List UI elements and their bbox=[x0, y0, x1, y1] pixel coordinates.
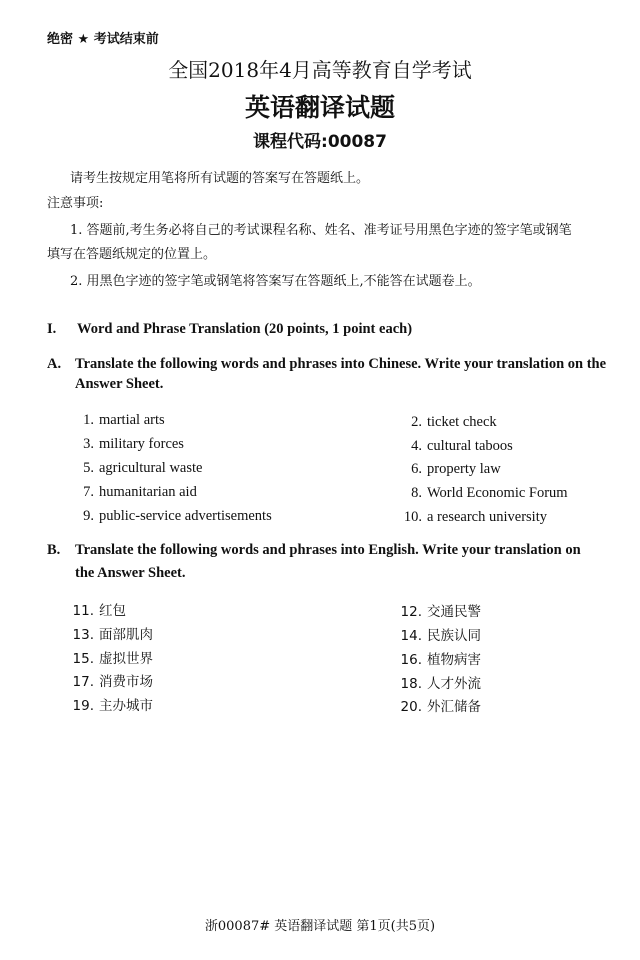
part-b-label: B. bbox=[47, 542, 61, 558]
list-item: 14. 民族认同 bbox=[400, 628, 481, 644]
section-1-title: Word and Phrase Translation (20 points, 1 point each) bbox=[77, 321, 413, 337]
list-item: 8. World Economic Forum bbox=[411, 485, 568, 501]
exam-title: 全国2018年4月高等教育自学考试 bbox=[168, 58, 472, 82]
note-1-line-2: 填写在答题纸规定的位置上。 bbox=[47, 247, 217, 262]
list-item: 11. 红包 bbox=[72, 603, 126, 619]
list-item: 18. 人才外流 bbox=[400, 676, 481, 692]
list-item: 16. 植物病害 bbox=[400, 652, 481, 668]
part-b-instruction-line-2: the Answer Sheet. bbox=[75, 565, 186, 581]
notes-heading: 注意事项: bbox=[47, 196, 104, 211]
list-item: 5. agricultural waste bbox=[83, 460, 203, 476]
part-a-label: A. bbox=[47, 356, 62, 372]
list-item: 13. 面部肌肉 bbox=[72, 627, 153, 643]
list-item: 12. 交通民警 bbox=[400, 604, 481, 620]
list-item: 15. 虚拟世界 bbox=[72, 651, 153, 667]
section-1-number: I. bbox=[47, 321, 57, 337]
secret-mark: 绝密 ★ 考试结束前 bbox=[47, 32, 159, 47]
list-item: 2. ticket check bbox=[411, 414, 497, 430]
list-item: 19. 主办城市 bbox=[72, 698, 153, 714]
part-b-instruction-line-1: Translate the following words and phrases into English. Write your translation on bbox=[75, 542, 581, 558]
list-item: 9. public-service advertisements bbox=[83, 508, 272, 524]
note-1-line-1: 1. 答题前,考生务必将自己的考试课程名称、姓名、准考证号用黑色字迹的签字笔或钢笔 bbox=[70, 223, 572, 238]
list-item: 10. a research university bbox=[403, 509, 547, 525]
instruction-intro: 请考生按规定用笔将所有试题的答案写在答题纸上。 bbox=[70, 171, 370, 186]
list-item: 1. martial arts bbox=[83, 412, 165, 428]
part-a-instruction-line-1: Translate the following words and phrases into Chinese. Write your translation on the bbox=[75, 356, 607, 372]
part-a-instruction-line-2: Answer Sheet. bbox=[75, 376, 164, 392]
list-item: 4. cultural taboos bbox=[411, 438, 513, 454]
course-code: 课程代码:00087 bbox=[253, 132, 387, 152]
list-item: 20. 外汇储备 bbox=[400, 699, 481, 715]
list-item: 17. 消费市场 bbox=[72, 674, 153, 690]
list-item: 3. military forces bbox=[83, 436, 184, 452]
note-2: 2. 用黑色字迹的签字笔或钢笔将答案写在答题纸上,不能答在试题卷上。 bbox=[70, 274, 481, 289]
subject-title: 英语翻译试题 bbox=[244, 93, 395, 122]
list-item: 7. humanitarian aid bbox=[83, 484, 197, 500]
list-item: 6. property law bbox=[411, 461, 501, 477]
page-footer: 浙00087# 英语翻译试题 第1页(共5页) bbox=[204, 919, 436, 934]
